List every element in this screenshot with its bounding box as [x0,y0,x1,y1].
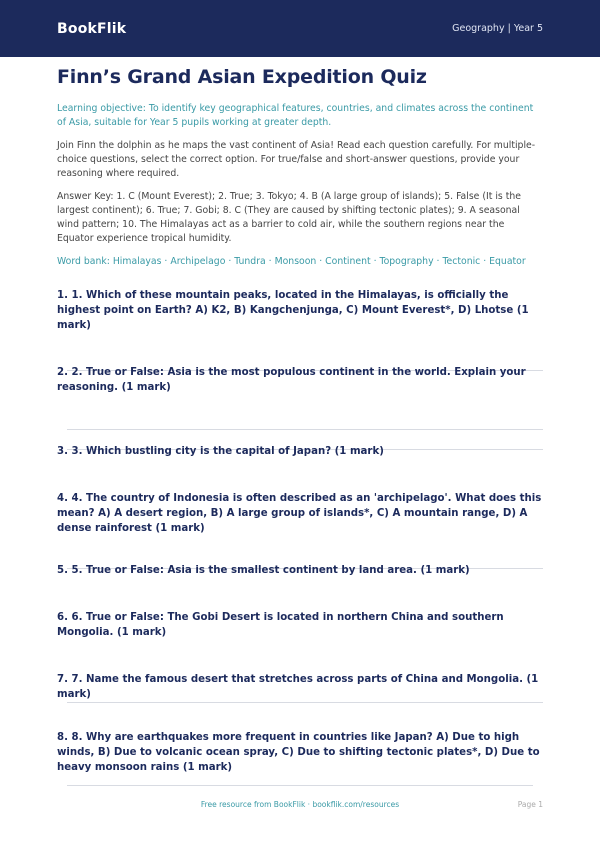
footer [0,800,600,820]
intro-text: Join Finn the dolphin as he maps the vast continent of Asia! Read each question carefully. For multiple-choice questions, select the correct option. For true/false and short-answer questions, provide your reasoning where required. [57,140,536,179]
question-4: 4. 4. The country of Indonesia is often described as an 'archipelago'. What does this mean? A) A desert region, B) A large group of islands*, C) A mountain range, D) A dense rainforest (1 mark) [57,493,542,534]
question-5: 5. 5. True or False: Asia is the smallest continent by land area. (1 mark) [57,565,470,576]
brand-logo[interactable]: BookFlik [57,20,127,37]
question-2: 2. 2. True or False: Asia is the most populous continent in the world. Explain your reasoning. (1 mark) [57,367,526,393]
learning-objective: Learning objective: To identify key geographical features, countries, and climates across the continent of Asia, suitable for Year 5 pupils working at greater depth. [57,103,534,128]
subject-label: Geography | Year 5 [452,23,543,34]
page-title: Finn’s Grand Asian Expedition Quiz [57,66,427,88]
question-6: 6. 6. True or False: The Gobi Desert is located in northern China and southern Mongolia. (1 mark) [57,612,504,638]
word-bank: Word bank: Himalayas · Archipelago · Tundra · Monsoon · Continent · Topography · Tectonic · Equator [57,256,526,267]
footer-resource-link[interactable]: Free resource from BookFlik · bookflik.com/resources [200,800,400,809]
answer-key: Answer Key: 1. C (Mount Everest); 2. True; 3. Tokyo; 4. B (A large group of islands); 5. False (It is the largest continent); 6. True; 7. Gobi; 8. C (They are caused by shifting tectonic plates); 9. A seasonal wind pattern; 10. The Himalayas act as a barrier to cold air, while the southern regions near the Equator experience tropical humidity. [57,191,521,244]
question-1: 1. 1. Which of these mountain peaks, located in the Himalayas, is officially the highest point on Earth? A) K2, B) Kangchenjunga, C) Mount Everest*, D) Lhotse (1 mark) [57,290,529,331]
page-number: Page 1 [517,800,543,809]
question-8: 8. 8. Why are earthquakes more frequent in countries like Japan? A) Due to high winds, B) Due to volcanic ocean spray, C) Due to shifting tectonic plates*, D) Due to heavy monsoon rains (1 mark) [57,732,540,773]
footer-divider [67,785,533,786]
question-3: 3. 3. Which bustling city is the capital of Japan? (1 mark) [57,446,384,457]
worksheet-body [57,66,543,775]
header-bar [0,0,600,57]
question-7: 7. 7. Name the famous desert that stretches across parts of China and Mongolia. (1 mark) [57,674,539,700]
